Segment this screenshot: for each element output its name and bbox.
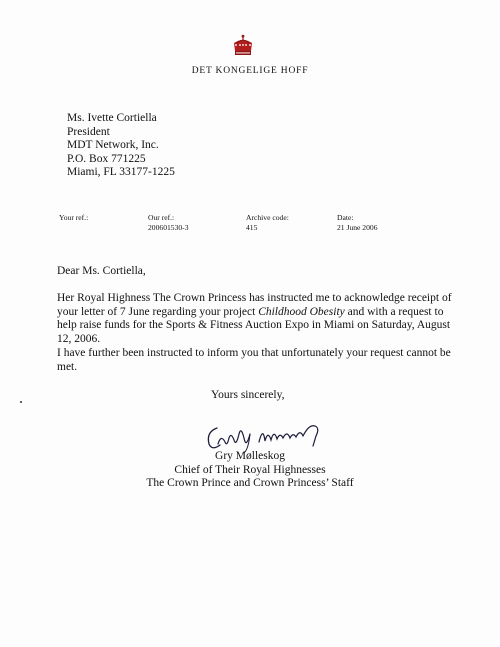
body-paragraph-1 [57,292,457,347]
para1-text-start: Her Royal Highness The Crown Princess has instructed me to acknowledge receipt of your letter of 7 June regarding your project [57,292,452,318]
your-ref-label: Your ref.: [59,213,89,222]
letterhead-title: DET KONGELIGE HOFF [191,66,309,76]
date-label: Date: [337,213,354,222]
archive-code-block [246,213,289,232]
archive-code-label: Archive code: [246,213,289,222]
our-ref-label: Our ref.: [148,213,175,222]
recipient-company: MDT Network, Inc. [67,139,159,152]
signer-role: Chief of Their Royal Highnesses [174,463,326,476]
body-paragraph-2: I have further been instructed to inform you that unfortunately your request cannot be met. [57,347,451,373]
signer-department: The Crown Prince and Crown Princess’ Staff [146,477,354,490]
recipient-title: President [67,125,110,138]
your-ref-block [59,213,88,223]
date-block [337,213,378,232]
project-name: Childhood Obesity [258,305,345,318]
salutation: Dear Ms. Cortiella, [57,265,146,277]
our-ref-value: 200601530-3 [148,222,189,232]
recipient-city: Miami, FL 33177-1225 [67,166,175,179]
recipient-po-box: P.O. Box 771225 [67,152,146,165]
scan-speck [20,401,22,403]
our-ref-block [148,213,189,232]
signer-block [0,450,500,491]
handwritten-signature [203,420,325,454]
date-value: 21 June 2006 [337,222,378,232]
signer-name: Gry Mølleskog [215,450,285,462]
para1-text-end: and with a request to help raise funds for the Sports & Fitness Auction Expo in Miami on Saturday, August 12, 2006. [57,305,451,346]
royal-crown-icon [231,34,255,58]
recipient-address [67,112,175,180]
recipient-name: Ms. Ivette Cortiella [67,112,157,124]
closing: Yours sincerely, [211,389,285,401]
archive-code-value: 415 [246,222,258,232]
